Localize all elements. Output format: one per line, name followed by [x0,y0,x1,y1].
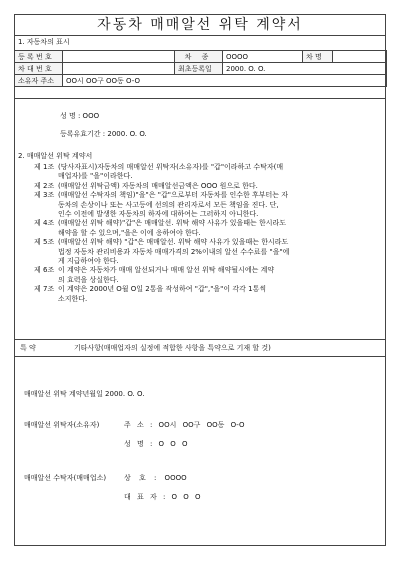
article-line: 이 계약은 자동차가 매매 알선되거나 매매 알선 위탁 해약될시에는 계약 [58,266,275,275]
section-2-heading: 2. 매매알선 위탁 계약서 [18,152,93,160]
consignor-address: 주 소 : OO시 OO구 OO동 O-O [124,421,245,429]
article [34,191,384,219]
document-title: 자동차 매매알선 위탁 계약서 [14,14,386,36]
articles-list [34,163,384,304]
article [34,163,384,182]
reg-no-label: 등 록 번 호 [15,51,63,63]
divider [14,356,386,357]
car-name-value [333,51,387,63]
article-line: 인수 이전에 발생한 자동차의 하자에 대하여는 그러하지 아니한다. [58,210,259,219]
article-number: 제 2조 [34,181,55,190]
article-number: 제 5조 [34,238,55,247]
article-line: (매매알선 위탁 해약)"갑"은 매매알선. 위탁 해약 사유가 있을때는 한시라도 [58,219,287,228]
article [34,238,384,266]
special-terms-text: 기타사항(매매업자의 실정에 적합한 사항을 특약으로 기재 할 것) [74,344,271,352]
car-type-label-text: 차 종 [184,52,213,61]
table-row [15,75,387,87]
registration-validity: 등록유효기간 : 2000. O. O. [60,130,147,138]
first-reg-label: 최초등록일 [175,63,223,75]
article-line: (매매알선 위탁 해약) "갑"은 매매알선. 위탁 해약 사유가 있을때는 한시라도 [58,238,289,247]
divider [14,98,386,99]
article-line: 의 효력을 상실한다. [58,275,119,284]
article-line: 게 지급하여야 한다. [58,257,119,266]
divider [14,339,386,340]
consignor-label: 매매알선 위탁자(소유자) [24,421,100,429]
consignee-representative: 대 표 자 : O O O [124,493,201,501]
table-row [15,63,387,75]
article-line: 소지한다. [58,294,88,303]
article-line: 이 계약은 2000년 O월 O일 2통을 작성하여 "갑","을"이 각각 1통씩 [58,285,267,294]
article-line: 해약을 할 수 있으며,"을은 이에 응하여야 한다. [58,228,201,237]
article-number: 제 3조 [34,191,55,200]
vin-label: 차 대 번 호 [15,63,63,75]
article-line: (매매알선 수탁자의 책임)"을"은 "갑"으로부터 자동차를 인수한 후부터는 자 [58,191,289,200]
table-row [15,51,387,63]
contract-date: 매매알선 위탁 계약년월일 2000. O. O. [24,390,145,398]
article-number: 제 4조 [34,219,55,228]
vin-value [63,63,175,75]
vehicle-info-table [14,50,387,87]
article [34,219,384,238]
car-name-label: 차 명 [303,51,333,63]
consignee-business: 상 호 : OOOO [124,474,187,482]
first-reg-value: 2000. O. O. [223,63,387,75]
article-line: (매매알선 위탁금액) 자동차의 매매알선금액은 OOO 원으로 한다. [58,181,258,190]
section-1-heading: 1. 자동차의 표시 [18,38,70,46]
owner-addr-label: 소유자 주소 [15,75,63,87]
owner-addr-value: OO시 OO구 OO동 O-O [63,75,387,87]
consignee-label: 매매알선 수탁자(매매업소) [24,474,107,482]
article-line: 법정 자동차 관리비용과 자동차 매매가격의 2%이내의 알선 수수료를 "을"에 [58,247,290,256]
article-number: 제 6조 [34,266,55,275]
article-number: 제 1조 [34,163,55,171]
article [34,266,384,285]
article [34,182,384,191]
reg-no-value [63,51,175,63]
article-line: 매업자)를 "을"이라한다. [58,172,133,181]
article-number: 제 7조 [34,285,55,294]
car-type-value: OOOO [223,51,303,63]
article [34,285,384,304]
article-line: (당사자표시)자동차의 매매알선 위탁자(소유자)를 "갑"이라하고 수탁자(매 [58,163,284,171]
car-type-label [175,51,223,63]
article-line: 동차의 손상이나 또는 사고등에 선의의 관리자로서 모든 책임을 진다. 단, [58,200,279,209]
owner-name: 성 명 : OOO [60,112,100,120]
consignor-name: 성 명 : O O O [124,440,188,448]
special-terms-label: 특 약 [20,344,36,352]
